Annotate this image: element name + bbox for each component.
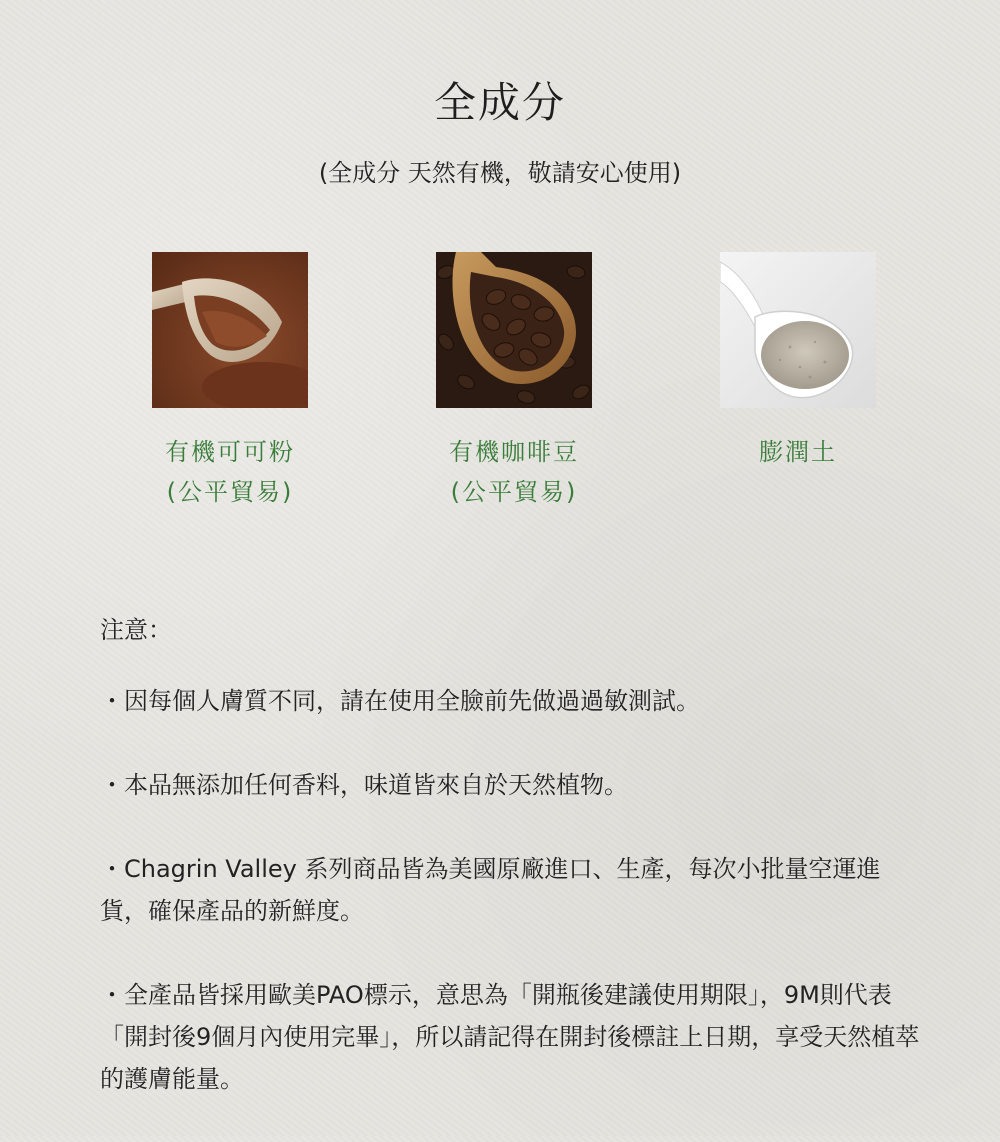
ingredient-name: 膨潤土: [759, 438, 837, 466]
ingredient-cocoa: [80, 252, 380, 512]
cocoa-powder-image: [152, 252, 308, 408]
ingredient-note: (公平貿易): [166, 478, 294, 506]
notice-item: ・全產品皆採用歐美PAO標示，意思為「開瓶後建議使用期限」，9M則代表「開封後9個月內使用完畢」，所以請記得在開封後標註上日期，享受天然植萃的護膚能量。: [100, 981, 920, 1093]
notice-item: ・因每個人膚質不同，請在使用全臉前先做過過敏測試。: [100, 687, 700, 715]
bentonite-clay-image: [720, 252, 876, 408]
ingredient-bentonite: [648, 252, 948, 472]
ingredient-coffee: [364, 252, 664, 512]
ingredient-note: (公平貿易): [450, 478, 578, 506]
notice-heading: 注意：: [100, 616, 172, 644]
page-title: 全成分: [433, 78, 566, 127]
notice-item: ・本品無添加任何香料，味道皆來自於天然植物。: [100, 771, 628, 799]
notice-list: [100, 680, 920, 1142]
coffee-beans-image: [436, 252, 592, 408]
ingredient-name: 有機可可粉: [165, 438, 295, 466]
notice-item: ・Chagrin Valley 系列商品皆為美國原廠進口、生產，每次小批量空運進貨，確保產品的新鮮度。: [100, 855, 881, 925]
page-subtitle: (全成分 天然有機，敬請安心使用): [318, 159, 682, 187]
ingredient-name: 有機咖啡豆: [449, 438, 579, 466]
